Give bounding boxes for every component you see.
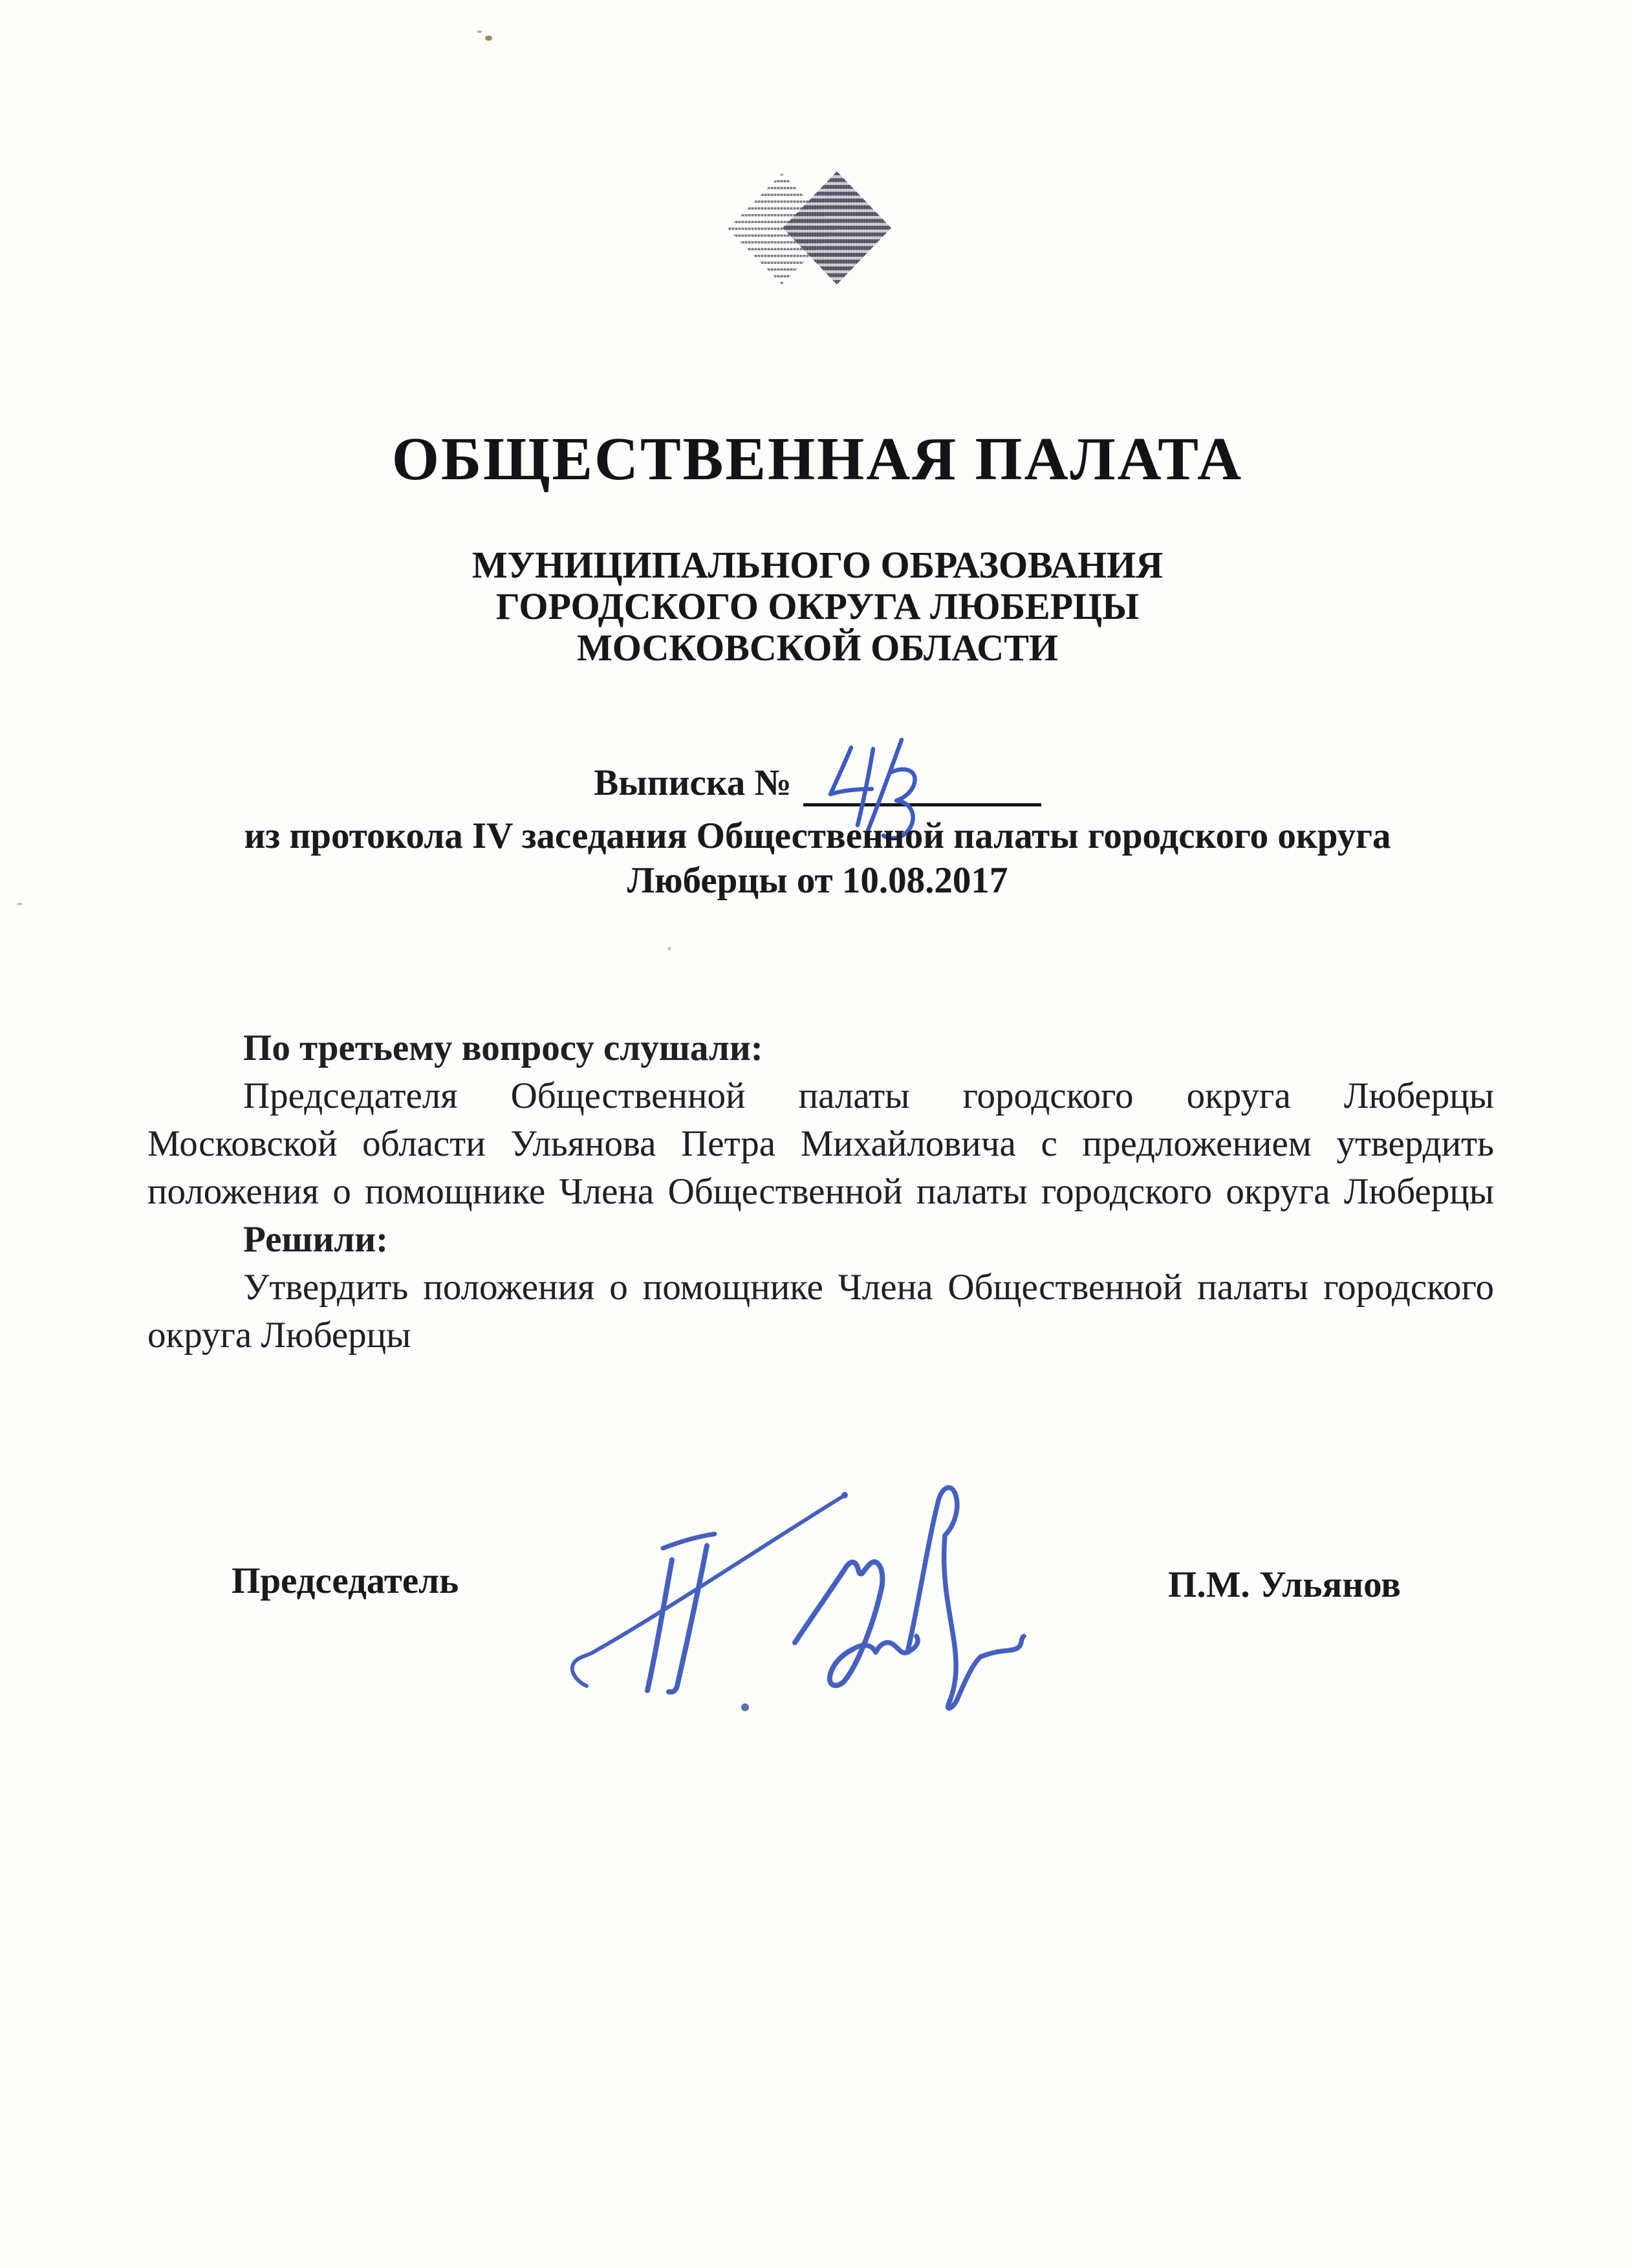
org-subtitle-line: МОСКОВСКОЙ ОБЛАСТИ [576,627,1058,669]
heard-paragraph-line: положения о помощнике Члена Общественной палаты городского округа Люберцы [147,1171,1494,1212]
extract-subtitle-line: из протокола IV заседания Общественной палаты городского округа [244,815,1391,856]
extract-subtitle-line: Люберцы от 10.08.2017 [627,860,1008,901]
heard-paragraph-line: Московской области Ульянова Петра Михайловича с предложением утвердить [147,1123,1494,1164]
extract-subtitle [0,814,1635,903]
org-title: ОБЩЕСТВЕННАЯ ПАЛАТА [391,426,1244,493]
heard-paragraph-line: Председателя Общественной палаты городского округа Люберцы [243,1075,1494,1116]
resolved-paragraph-line: Утвердить положения о помощнике Члена Общественной палаты городского [243,1267,1494,1308]
resolved-heading: Решили: [243,1219,389,1260]
org-logo-diamond-icon [728,171,891,286]
resolved-paragraph-line: округа Люберцы [147,1315,411,1355]
logo-dark-stripes [783,171,891,285]
scan-artifact-speck [667,947,671,951]
org-subtitle [0,545,1635,669]
signature-name: П.М. Ульянов [1168,1564,1401,1605]
extract-number-row [0,760,1635,806]
signature-role-label: Председатель [232,1561,459,1601]
scan-artifact-speck [17,903,23,905]
extract-label: Выписка № [594,762,792,803]
org-subtitle-line: МУНИЦИПАЛЬНОГО ОБРАЗОВАНИЯ [471,544,1164,586]
heard-heading: По третьему вопросу слушали: [243,1028,763,1068]
org-subtitle-line: ГОРОДСКОГО ОКРУГА ЛЮБЕРЦЫ [495,585,1140,627]
scan-artifact-speck [485,36,492,41]
extract-number-underline [803,764,1041,806]
document-body [147,1024,1494,1359]
handwritten-signature [553,1463,1051,1722]
